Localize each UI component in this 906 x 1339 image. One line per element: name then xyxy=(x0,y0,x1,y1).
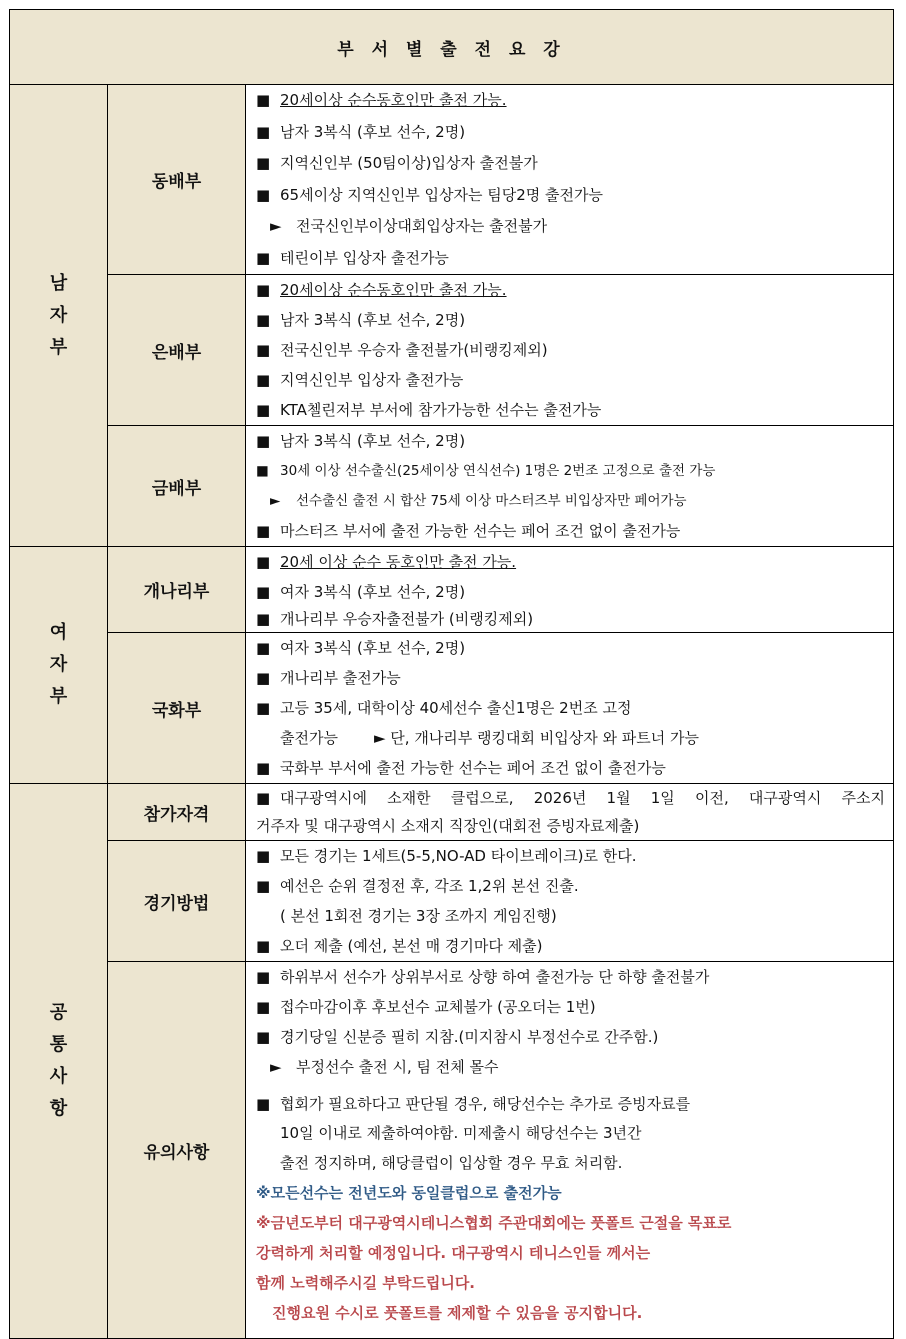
row-gukhwa xyxy=(10,633,894,784)
bullet-icon: ■ xyxy=(256,759,271,777)
list-item: 출전 정지하며, 해당클럽이 입상할 경우 무효 처리함. xyxy=(280,1154,623,1172)
group-women xyxy=(10,547,108,784)
bullet-icon: ■ xyxy=(256,968,271,986)
list-item: ■ 여자 3복식 (후보 선수, 2명) xyxy=(256,633,885,663)
bullet-icon: ■ xyxy=(256,341,271,359)
division-notes-content xyxy=(246,962,894,1339)
document xyxy=(9,9,893,1321)
list-item: 10일 이내로 제출하여야함. 미제출시 해당선수는 3년간 xyxy=(280,1124,642,1142)
division-eunbae-content xyxy=(246,275,894,426)
notice-line: 진행요원 수시로 풋폴트를 제제할 수 있음을 공지합니다. xyxy=(272,1304,643,1322)
bullet-icon: ■ xyxy=(256,1095,271,1113)
bullet-icon: ■ xyxy=(256,669,271,687)
list-item: ► 전국신인부이상대회입상자는 출전불가 xyxy=(256,211,885,243)
page-title: 부 서 별 출 전 요 강 xyxy=(10,10,894,85)
division-dongbae-content xyxy=(246,85,894,275)
group-women-char: 부 xyxy=(49,686,68,707)
arrow-icon: ► xyxy=(270,493,281,509)
row-notes xyxy=(10,962,894,1339)
group-men-char: 남 xyxy=(49,272,68,294)
bullet-icon: ■ xyxy=(256,583,271,601)
notice-line: 함께 노력해주시길 부탁드립니다. xyxy=(256,1274,476,1292)
group-common-char: 통 xyxy=(49,1034,68,1055)
division-eunbae: 은배부 xyxy=(108,275,246,426)
division-gaenari-content xyxy=(246,547,894,633)
notice-line: ※모든선수는 전년도와 동일클럽으로 출전가능 xyxy=(256,1184,562,1202)
list-item: ■ 국화부 부서에 출전 가능한 선수는 페어 조건 없이 출전가능 xyxy=(256,753,885,783)
division-notes: 유의사항 xyxy=(108,962,246,1339)
bullet-icon: ■ xyxy=(256,371,271,389)
arrow-icon: ► xyxy=(270,1058,282,1076)
group-women-char: 여 xyxy=(49,622,68,643)
bullet-icon: ■ xyxy=(256,998,271,1016)
division-geumbae-content xyxy=(246,426,894,547)
bullet-icon: ■ xyxy=(256,122,271,141)
list-item: ■ 예선은 순위 결정전 후, 각조 1,2위 본선 진출. xyxy=(256,871,885,901)
division-gukhwa-content xyxy=(246,633,894,784)
list-item: ■ 하위부서 선수가 상위부서로 상향 하여 출전가능 단 하향 출전불가 xyxy=(256,962,885,992)
bullet-icon: ■ xyxy=(256,639,271,657)
group-men xyxy=(10,85,108,547)
row-eligibility xyxy=(10,784,894,841)
list-item: ( 본선 1회전 경기는 3장 조까지 게임진행) xyxy=(280,907,557,925)
division-eligibility: 참가자격 xyxy=(108,784,246,841)
notice-line: 강력하게 처리할 예정입니다. 대구광역시 테니스인들 께서는 xyxy=(256,1244,651,1262)
list-item: ■ 협회가 필요하다고 판단될 경우, 해당선수는 추가로 증빙자료를 xyxy=(256,1082,885,1118)
row-dongbae xyxy=(10,85,894,275)
list-item: ■ 남자 3복식 (후보 선수, 2명) xyxy=(256,426,885,456)
division-geumbae: 금배부 xyxy=(108,426,246,547)
bullet-icon: ■ xyxy=(256,699,271,717)
list-item: ■ KTA첼린저부 부서에 참가가능한 선수는 출전가능 xyxy=(256,395,885,425)
bullet-icon: ■ xyxy=(256,522,271,540)
list-item: ► 선수출신 출전 시 합산 75세 이상 마스터즈부 비입상자만 페어가능 xyxy=(256,486,885,516)
row-eunbae xyxy=(10,275,894,426)
list-item: ■ 고등 35세, 대학이상 40세선수 출신1명은 2번조 고정 xyxy=(256,693,885,723)
bullet-icon: ■ xyxy=(256,154,271,172)
row-gaenari xyxy=(10,547,894,633)
list-item: ■ 20세이상 순수동호인만 출전 가능. xyxy=(256,275,885,305)
list-item: 거주자 및 대구광역시 소재지 직장인(대회전 증빙자료제출) xyxy=(256,817,640,835)
bullet-icon: ■ xyxy=(256,248,271,267)
bullet-icon: ■ xyxy=(256,877,271,895)
division-dongbae: 동배부 xyxy=(108,85,246,275)
requirements-table xyxy=(9,9,894,1339)
list-item: ■ 65세이상 지역신인부 입상자는 팀당2명 출전가능 xyxy=(256,180,885,212)
bullet-icon: ■ xyxy=(256,553,271,571)
list-item: ■ 접수마감이후 후보선수 교체불가 (공오더는 1번) xyxy=(256,992,885,1022)
division-gaenari: 개나리부 xyxy=(108,547,246,633)
list-item: ■ 오더 제출 (예선, 본선 매 경기마다 제출) xyxy=(256,931,885,961)
list-item: ► 부정선수 출전 시, 팀 전체 몰수 xyxy=(256,1052,885,1082)
list-item: 출전가능 ► 단, 개나리부 랭킹대회 비입상자 와 파트너 가능 xyxy=(280,729,699,747)
list-item: ■ 모든 경기는 1세트(5-5,NO-AD 타이브레이크)로 한다. xyxy=(256,841,885,871)
group-common-char: 사 xyxy=(49,1066,68,1087)
arrow-icon: ► xyxy=(270,217,282,235)
list-item: ■ 전국신인부 우승자 출전불가(비랭킹제외) xyxy=(256,335,885,365)
list-item: ■ 개나리부 우승자출전불가 (비랭킹제외) xyxy=(256,607,885,631)
group-common-char: 항 xyxy=(49,1098,68,1119)
list-item: ■ 지역신인부 (50팀이상)입상자 출전불가 xyxy=(256,148,885,180)
division-method: 경기방법 xyxy=(108,841,246,962)
list-item: ■ 경기당일 신분증 필히 지참.(미지참시 부정선수로 간주함.) xyxy=(256,1022,885,1052)
group-women-char: 자 xyxy=(49,654,68,675)
list-item: ■ 지역신인부 입상자 출전가능 xyxy=(256,365,885,395)
row-method xyxy=(10,841,894,962)
notice-line: ※금년도부터 대구광역시테니스협회 주관대회에는 풋폴트 근절을 목표로 xyxy=(256,1214,732,1232)
list-item: ■ 개나리부 출전가능 xyxy=(256,663,885,693)
bullet-icon: ■ xyxy=(256,185,271,204)
list-item: ■ 여자 3복식 (후보 선수, 2명) xyxy=(256,577,885,607)
list-item: ■ 남자 3복식 (후보 선수, 2명) xyxy=(256,117,885,149)
row-geumbae xyxy=(10,426,894,547)
list-item: ■ 20세 이상 순수 동호인만 출전 가능. xyxy=(256,547,885,577)
division-method-content xyxy=(246,841,894,962)
bullet-icon: ■ xyxy=(256,311,271,329)
bullet-icon: ■ xyxy=(256,1028,271,1046)
group-men-char: 부 xyxy=(49,336,68,358)
group-common xyxy=(10,784,108,1339)
list-item: ■ 대구광역시에 소재한 클럽으로, 2026년 1월 1일 이전, 대구광역시 주소지 xyxy=(256,784,885,812)
bullet-icon: ■ xyxy=(256,610,271,628)
bullet-icon: ■ xyxy=(256,847,271,865)
group-common-char: 공 xyxy=(49,1002,68,1023)
title-row xyxy=(10,10,894,85)
arrow-icon: ► xyxy=(373,729,386,747)
bullet-icon: ■ xyxy=(256,91,271,109)
list-item: ■ 테린이부 입상자 출전가능 xyxy=(256,243,885,275)
bullet-icon: ■ xyxy=(256,789,271,807)
list-item: ■ 남자 3복식 (후보 선수, 2명) xyxy=(256,305,885,335)
group-men-char: 자 xyxy=(49,304,68,326)
division-eligibility-content xyxy=(246,784,894,841)
bullet-icon: ■ xyxy=(256,401,271,419)
list-item: ■ 30세 이상 선수출신(25세이상 연식선수) 1명은 2번조 고정으로 출전 가능 xyxy=(256,456,885,486)
bullet-icon: ■ xyxy=(256,281,271,299)
bullet-icon: ■ xyxy=(256,432,271,450)
bullet-icon: ■ xyxy=(256,463,269,479)
division-gukhwa: 국화부 xyxy=(108,633,246,784)
list-item: ■ 20세이상 순수동호인만 출전 가능. xyxy=(256,85,885,117)
list-item: ■ 마스터즈 부서에 출전 가능한 선수는 페어 조건 없이 출전가능 xyxy=(256,516,885,546)
bullet-icon: ■ xyxy=(256,937,271,955)
